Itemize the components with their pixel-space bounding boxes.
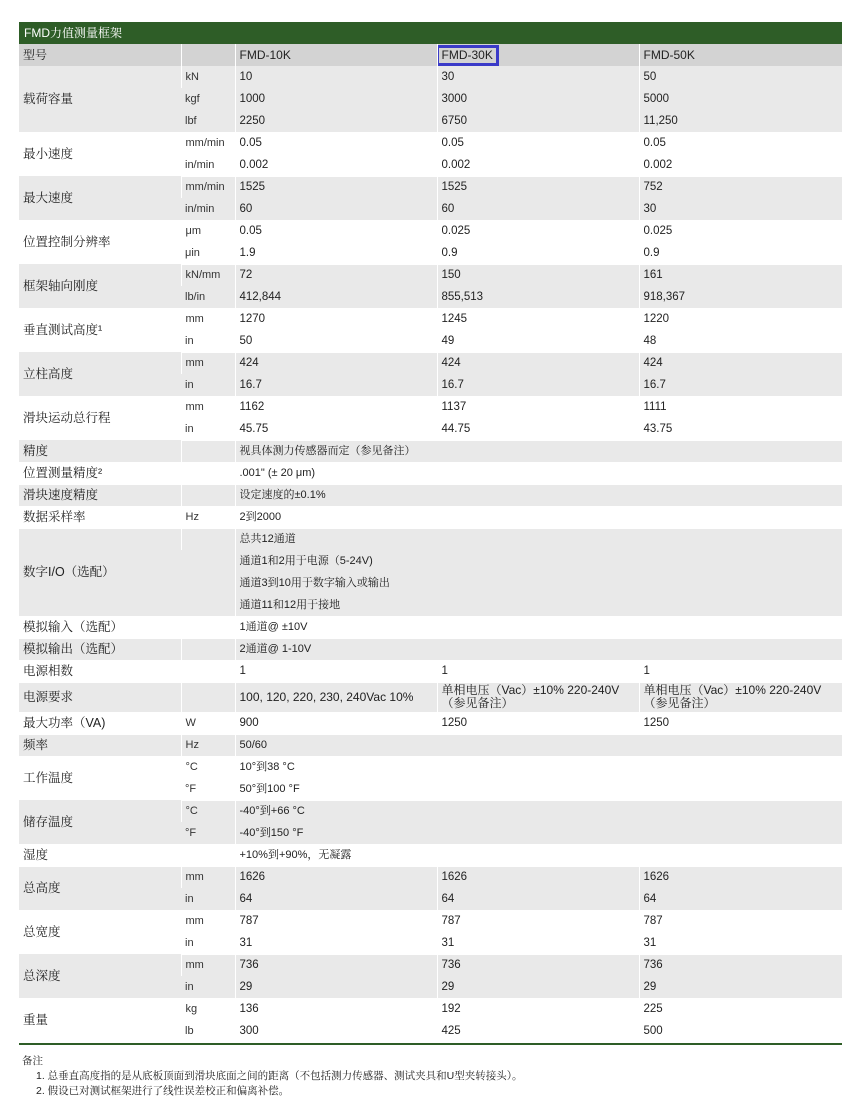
value-cell: 50 bbox=[639, 66, 842, 88]
unit-cell: μin bbox=[181, 242, 235, 264]
unit-cell: lbf bbox=[181, 110, 235, 132]
unit-cell: kN/mm bbox=[181, 264, 235, 286]
unit-cell: kN bbox=[181, 66, 235, 88]
notes-section bbox=[22, 1054, 523, 1099]
table-row bbox=[19, 954, 842, 976]
unit-cell: in bbox=[181, 374, 235, 396]
unit-cell: kgf bbox=[181, 88, 235, 110]
unit-cell bbox=[181, 594, 235, 616]
unit-cell: °F bbox=[181, 822, 235, 844]
row-label: 储存温度 bbox=[19, 800, 181, 844]
unit-cell: °C bbox=[181, 800, 235, 822]
row-label: 最大速度 bbox=[19, 176, 181, 220]
row-label: 载荷容量 bbox=[19, 66, 181, 132]
value-cell: 424 bbox=[639, 352, 842, 374]
value-cell: 64 bbox=[639, 888, 842, 910]
value-cell: 50 bbox=[235, 330, 437, 352]
spanning-value-cell: -40°到150 °F bbox=[235, 822, 842, 844]
value-cell: 1 bbox=[639, 660, 842, 682]
spanning-value-cell: 设定速度的±0.1% bbox=[235, 484, 842, 506]
value-cell: 1525 bbox=[235, 176, 437, 198]
value-cell: 787 bbox=[437, 910, 639, 932]
value-cell: 11,250 bbox=[639, 110, 842, 132]
unit-cell: Hz bbox=[181, 506, 235, 528]
unit-cell: μm bbox=[181, 220, 235, 242]
value-cell: 1162 bbox=[235, 396, 437, 418]
row-label: 总深度 bbox=[19, 954, 181, 998]
value-cell: 300 bbox=[235, 1020, 437, 1042]
unit-cell: in bbox=[181, 976, 235, 998]
table-row bbox=[19, 800, 842, 822]
table-row bbox=[19, 682, 842, 712]
unit-cell: mm bbox=[181, 954, 235, 976]
table-row bbox=[19, 638, 842, 660]
value-cell: 31 bbox=[639, 932, 842, 954]
spec-table bbox=[19, 44, 842, 1043]
value-cell: 72 bbox=[235, 264, 437, 286]
unit-cell: kg bbox=[181, 998, 235, 1020]
unit-cell: in bbox=[181, 418, 235, 440]
unit-cell bbox=[181, 528, 235, 550]
row-label: 位置测量精度² bbox=[19, 462, 181, 484]
value-cell: 64 bbox=[437, 888, 639, 910]
table-row bbox=[19, 264, 842, 286]
value-cell: 500 bbox=[639, 1020, 842, 1042]
row-label: 湿度 bbox=[19, 844, 181, 866]
row-label: 数据采样率 bbox=[19, 506, 181, 528]
unit-cell: mm bbox=[181, 352, 235, 374]
value-cell: 225 bbox=[639, 998, 842, 1020]
unit-cell: lb/in bbox=[181, 286, 235, 308]
table-row bbox=[19, 866, 842, 888]
value-cell: 44.75 bbox=[437, 418, 639, 440]
header-unit-cell bbox=[181, 44, 235, 66]
spanning-value-cell: 通道1和2用于电源（5-24V) bbox=[235, 550, 842, 572]
unit-cell: mm bbox=[181, 866, 235, 888]
value-cell: 736 bbox=[639, 954, 842, 976]
value-cell: 900 bbox=[235, 712, 437, 734]
spec-table-body bbox=[19, 44, 842, 1042]
value-cell: 0.002 bbox=[235, 154, 437, 176]
row-label: 数字I/O（选配） bbox=[19, 528, 181, 616]
spanning-value-cell: 10°到38 °C bbox=[235, 756, 842, 778]
value-cell: 752 bbox=[639, 176, 842, 198]
value-cell: 0.05 bbox=[639, 132, 842, 154]
row-label: 电源要求 bbox=[19, 682, 181, 712]
unit-cell: in/min bbox=[181, 198, 235, 220]
value-cell: 1525 bbox=[437, 176, 639, 198]
unit-cell: mm bbox=[181, 396, 235, 418]
unit-cell: in/min bbox=[181, 154, 235, 176]
row-label: 框架轴向刚度 bbox=[19, 264, 181, 308]
unit-cell: °F bbox=[181, 778, 235, 800]
value-cell: 1626 bbox=[235, 866, 437, 888]
value-cell: 单相电压（Vac）±10% 220-240V（参见备注） bbox=[437, 682, 639, 712]
unit-cell: in bbox=[181, 888, 235, 910]
table-row bbox=[19, 396, 842, 418]
value-cell: 0.002 bbox=[639, 154, 842, 176]
unit-cell: in bbox=[181, 932, 235, 954]
value-cell: 0.025 bbox=[639, 220, 842, 242]
value-cell: 64 bbox=[235, 888, 437, 910]
value-cell: 1626 bbox=[639, 866, 842, 888]
unit-cell bbox=[181, 462, 235, 484]
unit-cell: mm bbox=[181, 910, 235, 932]
value-cell: 918,367 bbox=[639, 286, 842, 308]
value-cell: 29 bbox=[235, 976, 437, 998]
unit-cell: W bbox=[181, 712, 235, 734]
table-row bbox=[19, 734, 842, 756]
header-model-10k: FMD-10K bbox=[235, 44, 437, 66]
table-row bbox=[19, 998, 842, 1020]
unit-cell: Hz bbox=[181, 734, 235, 756]
header-model-50k: FMD-50K bbox=[639, 44, 842, 66]
spanning-value-cell: 50/60 bbox=[235, 734, 842, 756]
value-cell: 30 bbox=[639, 198, 842, 220]
table-row bbox=[19, 506, 842, 528]
table-row bbox=[19, 910, 842, 932]
unit-cell bbox=[181, 682, 235, 712]
spanning-value-cell: 通道3到10用于数字输入或输出 bbox=[235, 572, 842, 594]
value-cell: 2250 bbox=[235, 110, 437, 132]
value-cell: 单相电压（Vac）±10% 220-240V（参见备注） bbox=[639, 682, 842, 712]
table-row bbox=[19, 352, 842, 374]
table-row bbox=[19, 660, 842, 682]
spanning-value-cell: -40°到+66 °C bbox=[235, 800, 842, 822]
value-cell: 192 bbox=[437, 998, 639, 1020]
value-cell: 1245 bbox=[437, 308, 639, 330]
spanning-value-cell: 1通道@ ±10V bbox=[235, 616, 842, 638]
row-label: 垂直测试高度¹ bbox=[19, 308, 181, 352]
value-cell: 736 bbox=[235, 954, 437, 976]
value-cell: 736 bbox=[437, 954, 639, 976]
value-cell: 10 bbox=[235, 66, 437, 88]
table-row bbox=[19, 462, 842, 484]
table-row bbox=[19, 756, 842, 778]
value-cell: 1250 bbox=[639, 712, 842, 734]
value-cell: 100, 120, 220, 230, 240Vac 10% bbox=[235, 682, 437, 712]
spanning-value-cell: 50°到100 °F bbox=[235, 778, 842, 800]
value-cell: 855,513 bbox=[437, 286, 639, 308]
table-row bbox=[19, 712, 842, 734]
row-label: 立柱高度 bbox=[19, 352, 181, 396]
row-label: 频率 bbox=[19, 734, 181, 756]
value-cell: 30 bbox=[437, 66, 639, 88]
unit-cell bbox=[181, 550, 235, 572]
value-cell: 49 bbox=[437, 330, 639, 352]
table-row bbox=[19, 484, 842, 506]
row-label: 位置控制分辨率 bbox=[19, 220, 181, 264]
row-label: 精度 bbox=[19, 440, 181, 462]
unit-cell bbox=[181, 440, 235, 462]
value-cell: 48 bbox=[639, 330, 842, 352]
value-cell: 0.9 bbox=[639, 242, 842, 264]
unit-cell bbox=[181, 484, 235, 506]
spanning-value-cell: 视具体测力传感器而定（参见备注） bbox=[235, 440, 842, 462]
unit-cell bbox=[181, 844, 235, 866]
value-cell: 1111 bbox=[639, 396, 842, 418]
row-label: 模拟输入（选配） bbox=[19, 616, 181, 638]
value-cell: 16.7 bbox=[437, 374, 639, 396]
value-cell: 1137 bbox=[437, 396, 639, 418]
value-cell: 6750 bbox=[437, 110, 639, 132]
header-model-30k-highlight: FMD-30K bbox=[437, 45, 499, 66]
value-cell: 136 bbox=[235, 998, 437, 1020]
row-label: 滑块速度精度 bbox=[19, 484, 181, 506]
value-cell: 1 bbox=[437, 660, 639, 682]
value-cell: 1626 bbox=[437, 866, 639, 888]
table-row bbox=[19, 176, 842, 198]
table-row bbox=[19, 440, 842, 462]
table-bottom-rule bbox=[19, 1043, 842, 1045]
table-row bbox=[19, 66, 842, 88]
value-cell: 0.9 bbox=[437, 242, 639, 264]
table-title: FMD力值测量框架 bbox=[19, 22, 842, 44]
table-row bbox=[19, 308, 842, 330]
value-cell: 16.7 bbox=[235, 374, 437, 396]
value-cell: 1220 bbox=[639, 308, 842, 330]
unit-cell bbox=[181, 638, 235, 660]
notes-heading: 备注 bbox=[22, 1055, 43, 1067]
value-cell: 31 bbox=[437, 932, 639, 954]
value-cell: 29 bbox=[639, 976, 842, 998]
spanning-value-cell: .001" (± 20 μm) bbox=[235, 462, 842, 484]
spanning-value-cell: 2通道@ 1-10V bbox=[235, 638, 842, 660]
unit-cell bbox=[181, 660, 235, 682]
value-cell: 1250 bbox=[437, 712, 639, 734]
value-cell: 1270 bbox=[235, 308, 437, 330]
value-cell: 0.025 bbox=[437, 220, 639, 242]
value-cell: 424 bbox=[437, 352, 639, 374]
value-cell: 1 bbox=[235, 660, 437, 682]
value-cell: 424 bbox=[235, 352, 437, 374]
value-cell: 45.75 bbox=[235, 418, 437, 440]
value-cell: 60 bbox=[235, 198, 437, 220]
row-label: 总宽度 bbox=[19, 910, 181, 954]
unit-cell: in bbox=[181, 330, 235, 352]
note-1: 1. 总垂直高度指的是从底板顶面到滑块底面之间的距离（不包括测力传感器、测试夹具和U型夹转接头）。 bbox=[36, 1070, 523, 1082]
spanning-value-cell: +10%到+90%，无凝露 bbox=[235, 844, 842, 866]
unit-cell: mm bbox=[181, 308, 235, 330]
table-row bbox=[19, 528, 842, 550]
spanning-value-cell: 总共12通道 bbox=[235, 528, 842, 550]
unit-cell: lb bbox=[181, 1020, 235, 1042]
header-row bbox=[19, 44, 842, 66]
unit-cell: mm/min bbox=[181, 176, 235, 198]
value-cell: 16.7 bbox=[639, 374, 842, 396]
value-cell: 150 bbox=[437, 264, 639, 286]
value-cell: 29 bbox=[437, 976, 639, 998]
table-row bbox=[19, 616, 842, 638]
value-cell: 43.75 bbox=[639, 418, 842, 440]
table-row bbox=[19, 132, 842, 154]
value-cell: 60 bbox=[437, 198, 639, 220]
note-2: 2. 假设已对测试框架进行了线性误差校正和偏离补偿。 bbox=[36, 1085, 290, 1097]
row-label: 最大功率（VA) bbox=[19, 712, 181, 734]
row-label: 最小速度 bbox=[19, 132, 181, 176]
unit-cell bbox=[181, 616, 235, 638]
value-cell: 5000 bbox=[639, 88, 842, 110]
unit-cell: mm/min bbox=[181, 132, 235, 154]
value-cell: 0.05 bbox=[437, 132, 639, 154]
value-cell: 0.002 bbox=[437, 154, 639, 176]
value-cell: 1000 bbox=[235, 88, 437, 110]
row-label: 电源相数 bbox=[19, 660, 181, 682]
header-model-30k-cell bbox=[437, 44, 639, 66]
value-cell: 787 bbox=[235, 910, 437, 932]
row-label: 总高度 bbox=[19, 866, 181, 910]
header-label: 型号 bbox=[19, 44, 181, 66]
row-label: 滑块运动总行程 bbox=[19, 396, 181, 440]
value-cell: 787 bbox=[639, 910, 842, 932]
value-cell: 161 bbox=[639, 264, 842, 286]
value-cell: 0.05 bbox=[235, 132, 437, 154]
value-cell: 31 bbox=[235, 932, 437, 954]
table-row bbox=[19, 220, 842, 242]
spanning-value-cell: 通道11和12用于接地 bbox=[235, 594, 842, 616]
value-cell: 412,844 bbox=[235, 286, 437, 308]
row-label: 重量 bbox=[19, 998, 181, 1042]
spec-sheet bbox=[19, 22, 842, 1045]
unit-cell: °C bbox=[181, 756, 235, 778]
row-label: 工作温度 bbox=[19, 756, 181, 800]
spanning-value-cell: 2到2000 bbox=[235, 506, 842, 528]
table-row bbox=[19, 844, 842, 866]
value-cell: 0.05 bbox=[235, 220, 437, 242]
unit-cell bbox=[181, 572, 235, 594]
row-label: 模拟输出（选配） bbox=[19, 638, 181, 660]
value-cell: 425 bbox=[437, 1020, 639, 1042]
value-cell: 3000 bbox=[437, 88, 639, 110]
value-cell: 1.9 bbox=[235, 242, 437, 264]
